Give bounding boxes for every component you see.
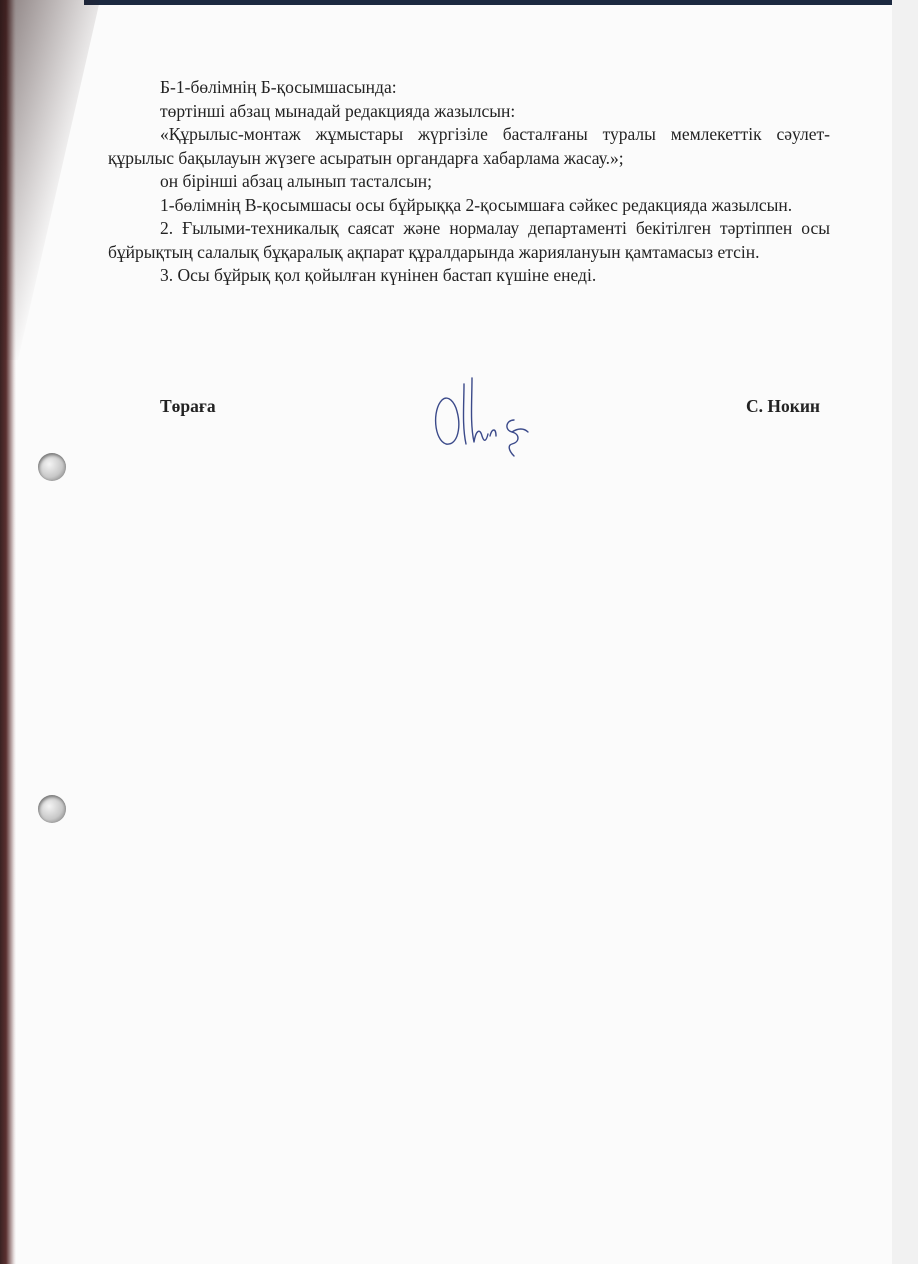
- paragraph: 3. Осы бұйрық қол қойылған күнінен бастап күшіне енеді.: [160, 265, 597, 285]
- scan-right-edge: [892, 0, 918, 1264]
- document-body: [108, 76, 830, 288]
- page-fold-shadow: [0, 0, 100, 360]
- signatory-name: С. Нокин: [746, 396, 820, 416]
- paragraph: он бірінші абзац алынып тасталсын;: [160, 171, 432, 191]
- paragraph: «Құрылыс-монтаж жұмыстары жүргізіле басталғаны туралы мемлекеттік сәулет-құрылыс бақылауын жүзеге асыратын органдарға хабарлама жасау.»;: [108, 124, 830, 168]
- punch-hole-icon: [38, 453, 66, 481]
- scan-top-band: [84, 0, 918, 5]
- paragraph: Б-1-бөлімнің Б-қосымшасында:: [160, 77, 397, 97]
- punch-hole-icon: [38, 795, 66, 823]
- signatory-title: Төраға: [160, 396, 216, 416]
- handwritten-signature-icon: [428, 370, 538, 460]
- paragraph: 1-бөлімнің В-қосымшасы осы бұйрыққа 2-қосымшаға сәйкес редакцияда жазылсын.: [160, 194, 793, 215]
- paragraph: төртінші абзац мынадай редакцияда жазылсын:: [160, 100, 516, 121]
- paragraph: 2. Ғылыми-техникалық саясат және нормалау департаменті бекітілген тәртіппен осы бұйрықтың салалық бұқаралық ақпарат құралдарында жариялануын қамтамасыз етсін.: [108, 218, 830, 262]
